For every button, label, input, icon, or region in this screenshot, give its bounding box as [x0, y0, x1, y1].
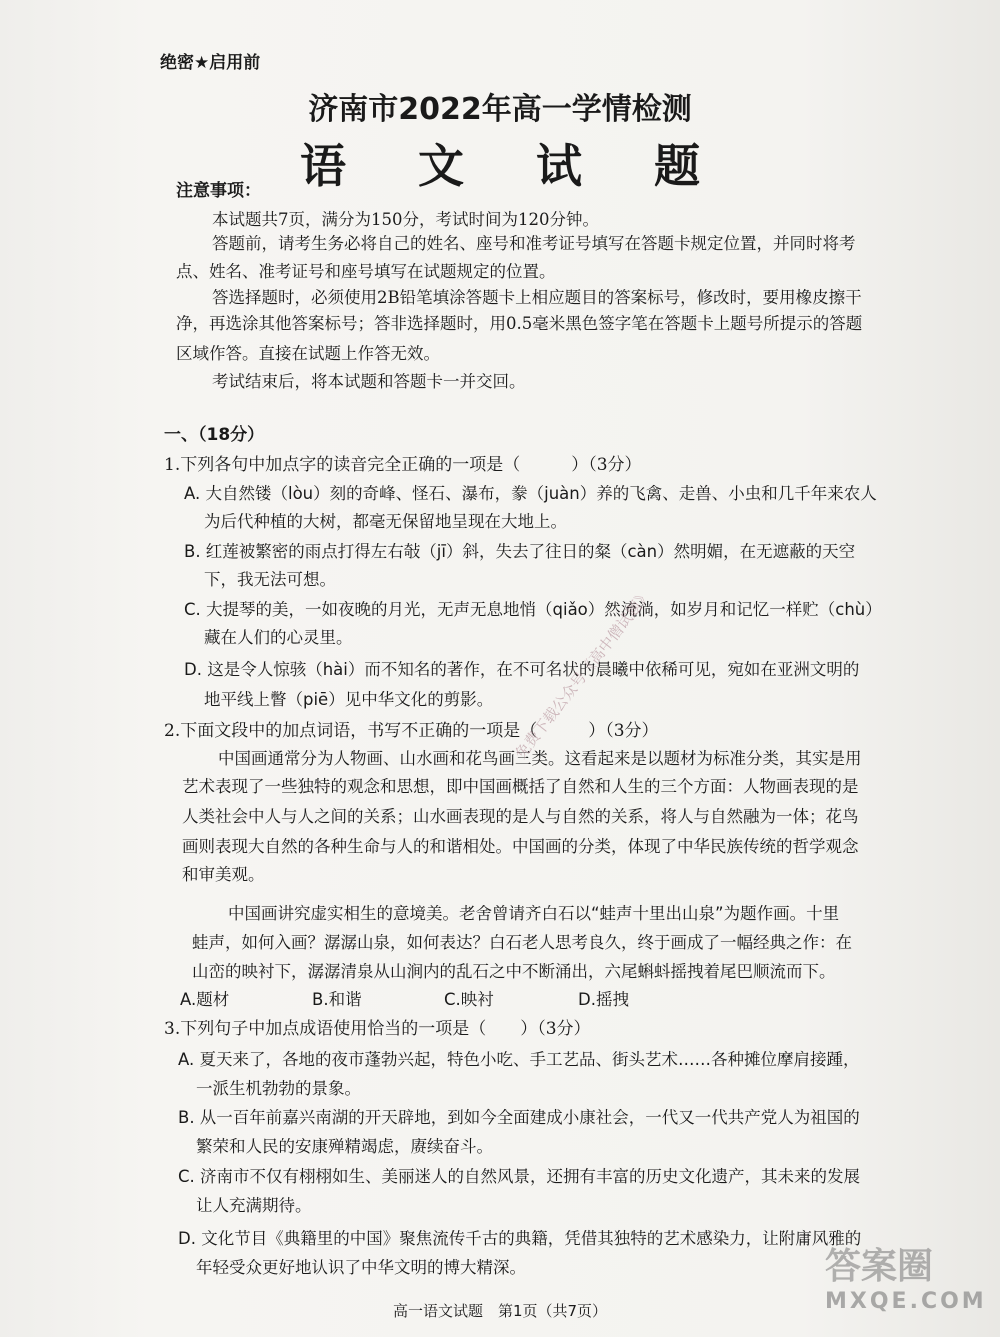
question-1-option-line: A. 大自然镂（lòu）刻的奇峰、怪石、瀑布，豢（juàn）养的飞禽、走兽、小虫和几千年来农人	[184, 484, 877, 503]
site-logo-watermark	[825, 1238, 985, 1328]
question-1-option-line: 藏在人们的心灵里。	[204, 628, 353, 647]
question-3-option-line: 让人充满期待。	[196, 1196, 312, 1215]
passage-line: 蛙声，如何入画？潺潺山泉，如何表达？白石老人思考良久，终于画成了一幅经典之作：在	[192, 933, 852, 952]
passage-line: 艺术表现了一些独特的观念和思想，即中国画概括了自然和人生的三个方面：人物画表现的是	[182, 777, 859, 796]
question-2-option-a: A.题材	[180, 990, 230, 1009]
question-2-stem: 2.下面文段中的加点词语，书写不正确的一项是（ ）（3分）	[164, 721, 659, 741]
passage-line: 山峦的映衬下，潺潺清泉从山涧内的乱石之中不断涌出，六尾蝌蚪摇拽着尾巴顺流而下。	[192, 962, 836, 981]
question-2-option-d: D.摇拽	[578, 990, 629, 1009]
passage-line: 和审美观。	[182, 865, 265, 884]
question-1-option-line: 地平线上瞥（piē）见中华文化的剪影。	[204, 690, 494, 709]
question-1-option-line: 为后代种植的大树，都毫无保留地呈现在大地上。	[204, 512, 567, 531]
question-2-option-c: C.映衬	[444, 990, 494, 1009]
notice-line: 本试题共7页，满分为150分，考试时间为120分钟。	[212, 210, 599, 229]
question-3-option-line: 繁荣和人民的安康殚精竭虑，赓续奋斗。	[196, 1137, 493, 1156]
notice-line: 区域作答。直接在试题上作答无效。	[176, 344, 440, 363]
question-3-option-line: B. 从一百年前嘉兴南湖的开天辟地，到如今全面建成小康社会，一代又一代共产党人为祖国的	[178, 1108, 860, 1127]
page-footer: 高一语文试题 第1页（共7页）	[392, 1302, 608, 1320]
question-3-option-line: C. 济南市不仅有栩栩如生、美丽迷人的自然风景，还拥有丰富的历史文化遗产，其未来的发展	[178, 1167, 861, 1186]
diagonal-watermark: 免费下载公众号《高中僧试题》	[511, 585, 656, 763]
question-3-option-line: D. 文化节目《典籍里的中国》聚焦流传千古的典籍，凭借其独特的艺术感染力，让附庸风雅的	[178, 1229, 862, 1248]
question-3-option-line: 年轻受众更好地认识了中华文明的博大精深。	[196, 1258, 526, 1277]
question-1-option-line: B. 红莲被繁密的雨点打得左右敧（jī）斜，失去了往日的粲（càn）然明媚，在无遮蔽的天空	[184, 542, 856, 561]
notice-line: 答选择题时，必须使用2B铅笔填涂答题卡上相应题目的答案标号，修改时，要用橡皮擦干	[212, 288, 862, 307]
notice-line: 点、姓名、准考证号和座号填写在试题规定的位置。	[176, 262, 556, 281]
exam-title: 济南市2022年高一学情检测	[308, 92, 692, 127]
passage-line: 中国画通常分为人物画、山水画和花鸟画三类。这看起来是以题材为标准分类，其实是用	[218, 749, 862, 768]
passage-line: 中国画讲究虚实相生的意境美。老舍曾请齐白石以“蛙声十里出山泉”为题作画。十里	[228, 904, 840, 923]
question-3-option-line: 一派生机勃勃的景象。	[196, 1079, 361, 1098]
question-1-option-line: D. 这是令人惊骇（hài）而不知名的著作，在不可名状的晨曦中依稀可见，宛如在亚洲文明的	[184, 660, 860, 679]
subject-title: 语 文 试 题	[299, 139, 729, 193]
question-1-stem: 1.下列各句中加点字的读音完全正确的一项是（ ）（3分）	[164, 455, 642, 475]
question-3-option-line: A. 夏天来了，各地的夜市蓬勃兴起，特色小吃、手工艺品、街头艺术……各种摊位摩肩接踵，	[178, 1050, 860, 1069]
passage-line: 画则表现大自然的各种生命与人的和谐相处。中国画的分类，体现了中华民族传统的哲学观念	[182, 837, 859, 856]
question-1-option-line: C. 大提琴的美，一如夜晚的月光，无声无息地悄（qiǎo）然流淌，如岁月和记忆一样贮（chù）	[184, 600, 882, 619]
notice-heading: 注意事项：	[176, 181, 261, 201]
question-1-option-line: 下，我无法可想。	[204, 570, 336, 589]
question-2-option-b: B.和谐	[312, 990, 362, 1009]
logo-url-text: MXQE.COM	[825, 1289, 987, 1314]
question-3-stem: 3.下列句子中加点成语使用恰当的一项是（ ）（3分）	[164, 1019, 591, 1039]
passage-line: 人类社会中人与人之间的关系；山水画表现的是人与自然的关系，将人与自然融为一体；花鸟	[182, 807, 859, 826]
section-heading: 一、（18分）	[164, 425, 265, 445]
confidential-label: 绝密★启用前	[160, 53, 261, 73]
notice-line: 答题前，请考生务必将自己的姓名、座号和准考证号填写在答题卡规定位置，并同时将考	[212, 234, 856, 253]
notice-line: 净，再选涂其他答案标号；答非选择题时，用0.5毫米黑色签字笔在答题卡上题号所提示的答题	[176, 314, 863, 333]
notice-line: 考试结束后，将本试题和答题卡一并交回。	[212, 372, 526, 391]
logo-circles-text: 答案圈	[825, 1246, 934, 1287]
